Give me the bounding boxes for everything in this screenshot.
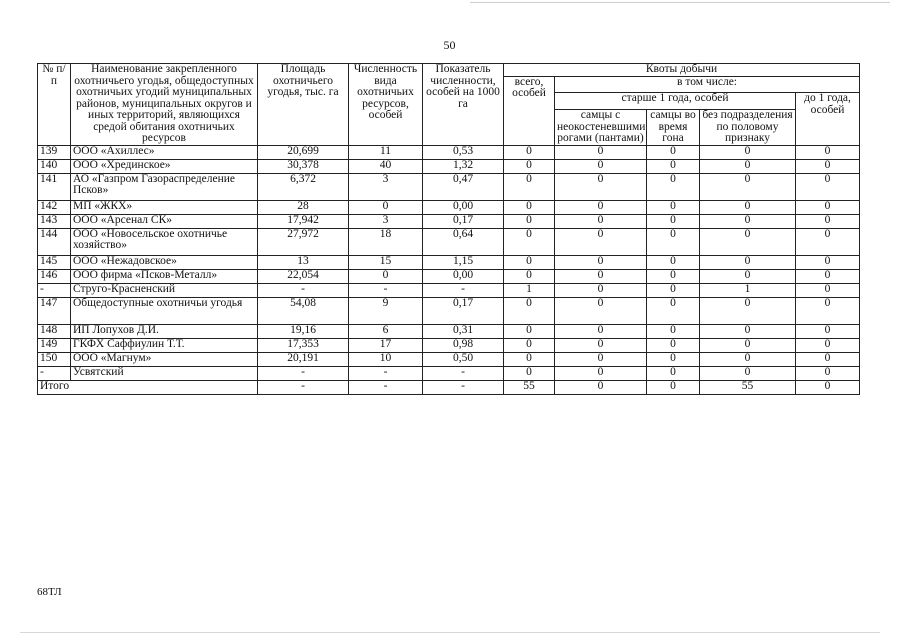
- cell-density: -: [423, 380, 504, 394]
- cell-density: 0,47: [423, 173, 504, 200]
- cell-young: 0: [796, 173, 860, 200]
- cell-count: 3: [349, 173, 423, 200]
- cell-density: 0,00: [423, 269, 504, 283]
- cell-total: 0: [504, 255, 555, 269]
- cell-total: 0: [504, 269, 555, 283]
- cell-no-sex: 55: [700, 380, 796, 394]
- cell-males-season: 0: [647, 200, 700, 214]
- cell-no-sex: 0: [700, 324, 796, 338]
- cell-area: -: [258, 366, 349, 380]
- cell-area: 17,353: [258, 338, 349, 352]
- quota-table: [37, 63, 860, 395]
- cell-num: 139: [38, 145, 71, 159]
- cell-males-season: 0: [647, 380, 700, 394]
- cell-total: 0: [504, 338, 555, 352]
- cell-density: -: [423, 366, 504, 380]
- cell-no-sex: 0: [700, 173, 796, 200]
- cell-young: 0: [796, 145, 860, 159]
- scan-artifact-bottom: [20, 632, 880, 633]
- cell-count: -: [349, 366, 423, 380]
- cell-total: 0: [504, 324, 555, 338]
- cell-total: 0: [504, 352, 555, 366]
- cell-count: -: [349, 380, 423, 394]
- cell-density: 0,17: [423, 297, 504, 324]
- cell-name: ИП Лопухов Д.И.: [71, 324, 258, 338]
- cell-area: -: [258, 283, 349, 297]
- header-older: старше 1 года, особей: [555, 93, 796, 110]
- table-row: [38, 338, 860, 352]
- table-row: [38, 283, 860, 297]
- cell-name: Общедоступные охотничьи угодья: [71, 297, 258, 324]
- header-total: всего, особей: [504, 76, 555, 145]
- cell-young: 0: [796, 200, 860, 214]
- page-number: 50: [443, 38, 456, 52]
- table-row: [38, 255, 860, 269]
- header-name: Наименование закрепленного охотничьего угодья, общедоступных охотничьих угодий муниципальных районов, муниципальных округов и иных территорий, являющихся средой обитания охотничьих ресурсов: [71, 64, 258, 146]
- cell-name: ООО «Арсенал СК»: [71, 214, 258, 228]
- cell-total: 0: [504, 214, 555, 228]
- cell-count: 9: [349, 297, 423, 324]
- cell-no-sex: 0: [700, 200, 796, 214]
- cell-no-sex: 0: [700, 228, 796, 255]
- table-row: [38, 214, 860, 228]
- cell-no-sex: 0: [700, 352, 796, 366]
- header-quota: Квоты добычи: [504, 64, 860, 77]
- cell-num: 140: [38, 159, 71, 173]
- header-num: № п/п: [38, 64, 71, 146]
- cell-area: 13: [258, 255, 349, 269]
- cell-young: 0: [796, 380, 860, 394]
- cell-total: 0: [504, 159, 555, 173]
- cell-num: 149: [38, 338, 71, 352]
- cell-count: 6: [349, 324, 423, 338]
- cell-young: 0: [796, 283, 860, 297]
- cell-total: 1: [504, 283, 555, 297]
- cell-name: ООО «Новосельское охотничье хозяйство»: [71, 228, 258, 255]
- cell-area: 6,372: [258, 173, 349, 200]
- cell-area: 22,054: [258, 269, 349, 283]
- cell-males-antlers: 0: [555, 269, 647, 283]
- cell-density: 0,50: [423, 352, 504, 366]
- cell-no-sex: 0: [700, 297, 796, 324]
- cell-density: -: [423, 283, 504, 297]
- cell-no-sex: 0: [700, 214, 796, 228]
- cell-density: 0,98: [423, 338, 504, 352]
- table-row: [38, 159, 860, 173]
- header-no-sex: без подразделения по половому признаку: [700, 110, 796, 146]
- table-row: [38, 366, 860, 380]
- cell-count: 15: [349, 255, 423, 269]
- cell-area: 54,08: [258, 297, 349, 324]
- cell-count: 18: [349, 228, 423, 255]
- header-males-season: самцы во время гона: [647, 110, 700, 146]
- cell-area: -: [258, 380, 349, 394]
- table-row: [38, 269, 860, 283]
- cell-males-season: 0: [647, 366, 700, 380]
- cell-name: ООО «Нежадовское»: [71, 255, 258, 269]
- cell-no-sex: 1: [700, 283, 796, 297]
- cell-males-season: 0: [647, 269, 700, 283]
- cell-males-antlers: 0: [555, 366, 647, 380]
- cell-density: 0,17: [423, 214, 504, 228]
- cell-name: ГКФХ Саффиулин Т.Т.: [71, 338, 258, 352]
- cell-num: 145: [38, 255, 71, 269]
- cell-density: 0,31: [423, 324, 504, 338]
- cell-males-antlers: 0: [555, 324, 647, 338]
- cell-males-season: 0: [647, 352, 700, 366]
- cell-name: МП «ЖКХ»: [71, 200, 258, 214]
- header-area: Площадь охотничьего угодья, тыс. га: [258, 64, 349, 146]
- cell-name: Струго-Красненский: [71, 283, 258, 297]
- cell-num: -: [38, 366, 71, 380]
- cell-males-season: 0: [647, 228, 700, 255]
- cell-young: 0: [796, 324, 860, 338]
- total-label: Итого: [38, 380, 258, 394]
- table-row: [38, 173, 860, 200]
- cell-density: 0,00: [423, 200, 504, 214]
- cell-no-sex: 0: [700, 338, 796, 352]
- header-including: в том числе:: [555, 76, 860, 93]
- table-row: [38, 324, 860, 338]
- cell-name: АО «Газпром Газораспределение Псков»: [71, 173, 258, 200]
- cell-count: 17: [349, 338, 423, 352]
- cell-no-sex: 0: [700, 269, 796, 283]
- cell-num: 150: [38, 352, 71, 366]
- table-row: [38, 228, 860, 255]
- header-males-antlers: самцы с неокостеневшими рогами (пантами): [555, 110, 647, 146]
- cell-num: 142: [38, 200, 71, 214]
- cell-count: 0: [349, 269, 423, 283]
- cell-males-season: 0: [647, 324, 700, 338]
- cell-area: 19,16: [258, 324, 349, 338]
- cell-young: 0: [796, 366, 860, 380]
- cell-area: 17,942: [258, 214, 349, 228]
- table-body: [38, 145, 860, 394]
- cell-males-season: 0: [647, 145, 700, 159]
- cell-males-season: 0: [647, 297, 700, 324]
- cell-area: 20,191: [258, 352, 349, 366]
- cell-males-antlers: 0: [555, 173, 647, 200]
- cell-males-antlers: 0: [555, 214, 647, 228]
- cell-males-antlers: 0: [555, 159, 647, 173]
- header-count: Численность вида охотничьих ресурсов, особей: [349, 64, 423, 146]
- table-row: [38, 200, 860, 214]
- cell-no-sex: 0: [700, 145, 796, 159]
- cell-young: 0: [796, 297, 860, 324]
- cell-num: 146: [38, 269, 71, 283]
- cell-total: 55: [504, 380, 555, 394]
- cell-area: 28: [258, 200, 349, 214]
- cell-density: 0,64: [423, 228, 504, 255]
- cell-young: 0: [796, 214, 860, 228]
- cell-count: 11: [349, 145, 423, 159]
- table-row: [38, 297, 860, 324]
- cell-num: 148: [38, 324, 71, 338]
- cell-name: ООО «Ахиллес»: [71, 145, 258, 159]
- cell-area: 27,972: [258, 228, 349, 255]
- cell-density: 1,15: [423, 255, 504, 269]
- cell-num: 144: [38, 228, 71, 255]
- scan-artifact-top: [470, 2, 890, 3]
- header-young: до 1 года, особей: [796, 93, 860, 145]
- cell-males-season: 0: [647, 214, 700, 228]
- cell-total: 0: [504, 297, 555, 324]
- cell-num: -: [38, 283, 71, 297]
- cell-males-antlers: 0: [555, 338, 647, 352]
- table-row: [38, 352, 860, 366]
- cell-count: 0: [349, 200, 423, 214]
- cell-count: 10: [349, 352, 423, 366]
- cell-young: 0: [796, 159, 860, 173]
- cell-males-antlers: 0: [555, 380, 647, 394]
- cell-young: 0: [796, 338, 860, 352]
- cell-total: 0: [504, 228, 555, 255]
- table-row: [38, 145, 860, 159]
- cell-name: Усвятский: [71, 366, 258, 380]
- cell-num: 141: [38, 173, 71, 200]
- cell-num: 143: [38, 214, 71, 228]
- cell-males-season: 0: [647, 159, 700, 173]
- cell-count: 40: [349, 159, 423, 173]
- cell-young: 0: [796, 269, 860, 283]
- cell-total: 0: [504, 200, 555, 214]
- cell-young: 0: [796, 352, 860, 366]
- cell-density: 0,53: [423, 145, 504, 159]
- cell-total: 0: [504, 145, 555, 159]
- cell-males-season: 0: [647, 255, 700, 269]
- cell-count: -: [349, 283, 423, 297]
- cell-young: 0: [796, 255, 860, 269]
- cell-no-sex: 0: [700, 366, 796, 380]
- cell-density: 1,32: [423, 159, 504, 173]
- cell-count: 3: [349, 214, 423, 228]
- cell-total: 0: [504, 366, 555, 380]
- footer-code: 68ТЛ: [37, 586, 62, 598]
- cell-males-antlers: 0: [555, 352, 647, 366]
- cell-males-season: 0: [647, 338, 700, 352]
- cell-males-season: 0: [647, 283, 700, 297]
- cell-total: 0: [504, 173, 555, 200]
- cell-young: 0: [796, 228, 860, 255]
- cell-males-antlers: 0: [555, 297, 647, 324]
- cell-name: ООО «Хрединское»: [71, 159, 258, 173]
- total-row: [38, 380, 860, 394]
- cell-no-sex: 0: [700, 255, 796, 269]
- cell-no-sex: 0: [700, 159, 796, 173]
- cell-males-antlers: 0: [555, 228, 647, 255]
- cell-name: ООО фирма «Псков-Металл»: [71, 269, 258, 283]
- cell-name: ООО «Магнум»: [71, 352, 258, 366]
- cell-males-season: 0: [647, 173, 700, 200]
- cell-males-antlers: 0: [555, 255, 647, 269]
- cell-area: 30,378: [258, 159, 349, 173]
- cell-males-antlers: 0: [555, 283, 647, 297]
- header-density: Показатель численности, особей на 1000 га: [423, 64, 504, 146]
- cell-males-antlers: 0: [555, 145, 647, 159]
- cell-num: 147: [38, 297, 71, 324]
- cell-area: 20,699: [258, 145, 349, 159]
- cell-males-antlers: 0: [555, 200, 647, 214]
